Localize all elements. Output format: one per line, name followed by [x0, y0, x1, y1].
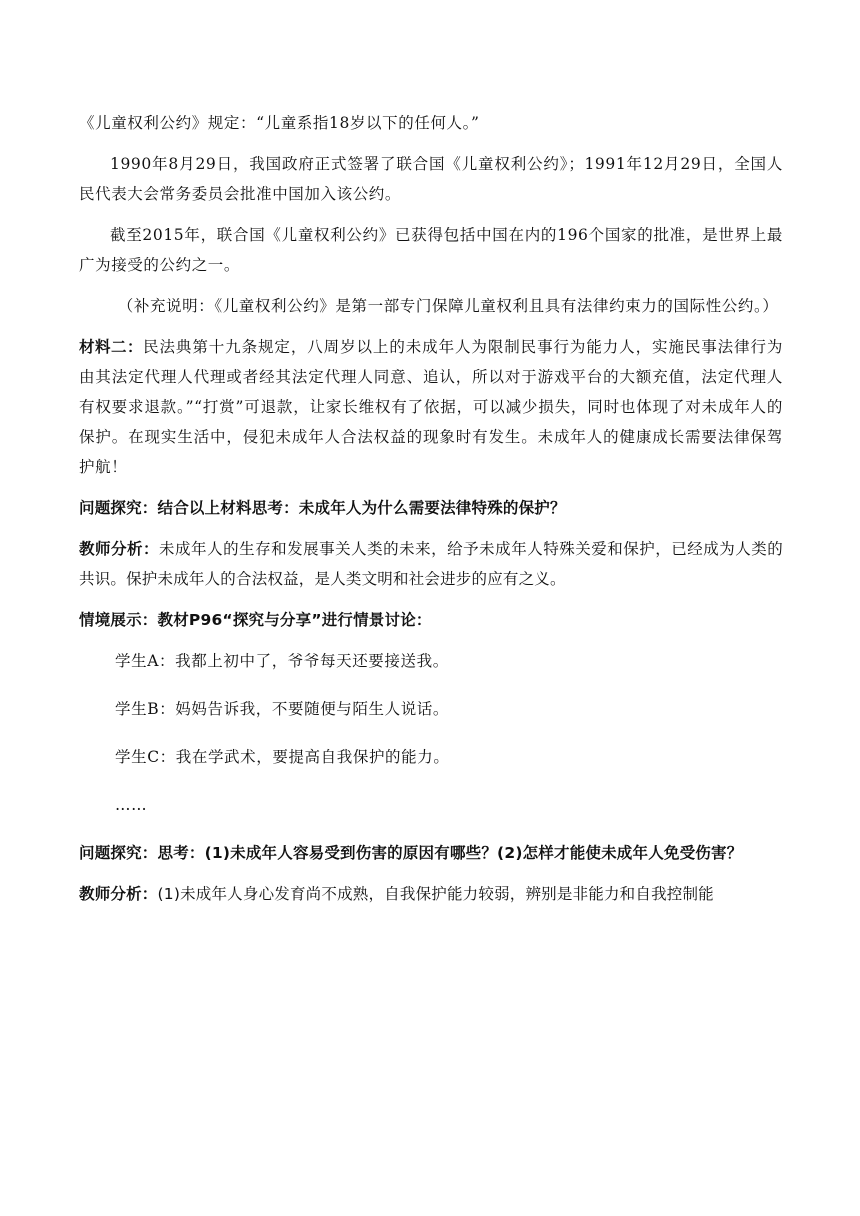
teacher-analysis-text: 未成年人的生存和发展事关人类的未来，给予未成年人特殊关爱和保护，已经成为人类的共识。保护未成年人的合法权益，是人类文明和社会进步的应有之义。 — [79, 540, 783, 588]
teacher-analysis-label: 教师分析： — [79, 540, 160, 558]
question-why-special-protection: 问题探究：结合以上材料思考：未成年人为什么需要法律特殊的保护？ — [79, 499, 566, 517]
paragraph-china-signing: 1990年8月29日，我国政府正式签署了联合国《儿童权利公约》；1991年12月29日，全国人民代表大会常务委员会批准中国加入该公约。 — [79, 155, 783, 203]
teacher-analysis-label-2: 教师分析： — [79, 885, 158, 903]
dialog-student-a: 学生A：我都上初中了，爷爷每天还要接送我。 — [115, 652, 449, 670]
paragraph-material-two — [79, 332, 783, 482]
paragraph-supplementary-note: （补充说明：《儿童权利公约》是第一部专门保障儿童权利且具有法律约束力的国际性公约。） — [117, 297, 779, 315]
scenario-heading: 情境展示：教材P96“探究与分享”进行情景讨论： — [79, 611, 432, 629]
paragraph-teacher-analysis-1 — [79, 534, 783, 594]
paragraph-teacher-analysis-2 — [79, 879, 783, 909]
material-two-label: 材料二： — [79, 338, 144, 356]
material-two-text: 民法典第十九条规定，八周岁以上的未成年人为限制民事行为能力人，实施民事法律行为由其法定代理人代理或者经其法定代理人同意、追认，所以对于游戏平台的大额充值，法定代理人有权要求退款。”“打赏”可退款，让家长维权有了依据，可以减少损失，同时也体现了对未成年人的保护。在现实生活中，侵犯未成年人合法权益的现象时有发生。未成年人的健康成长需要法律保驾护航！ — [79, 338, 783, 476]
dialog-student-b: 学生B：妈妈告诉我，不要随便与陌生人说话。 — [115, 700, 449, 718]
dialog-student-c: 学生C：我在学武术，要提高自我保护的能力。 — [115, 748, 450, 766]
document-page — [79, 108, 783, 920]
dialog-ellipsis: …… — [115, 796, 148, 814]
paragraph-ratification-count: 截至2015年，联合国《儿童权利公约》已获得包括中国在内的196个国家的批准，是世界上最广为接受的公约之一。 — [79, 226, 783, 274]
paragraph-convention-definition: 《儿童权利公约》规定：“儿童系指18岁以下的任何人。” — [79, 114, 480, 132]
teacher-analysis-text-2: (1)未成年人身心发育尚不成熟，自我保护能力较弱，辨别是非能力和自我控制能 — [157, 885, 714, 903]
question-causes-and-prevention: 问题探究：思考：(1)未成年人容易受到伤害的原因有哪些？(2)怎样才能使未成年人免受伤害？ — [79, 844, 743, 862]
